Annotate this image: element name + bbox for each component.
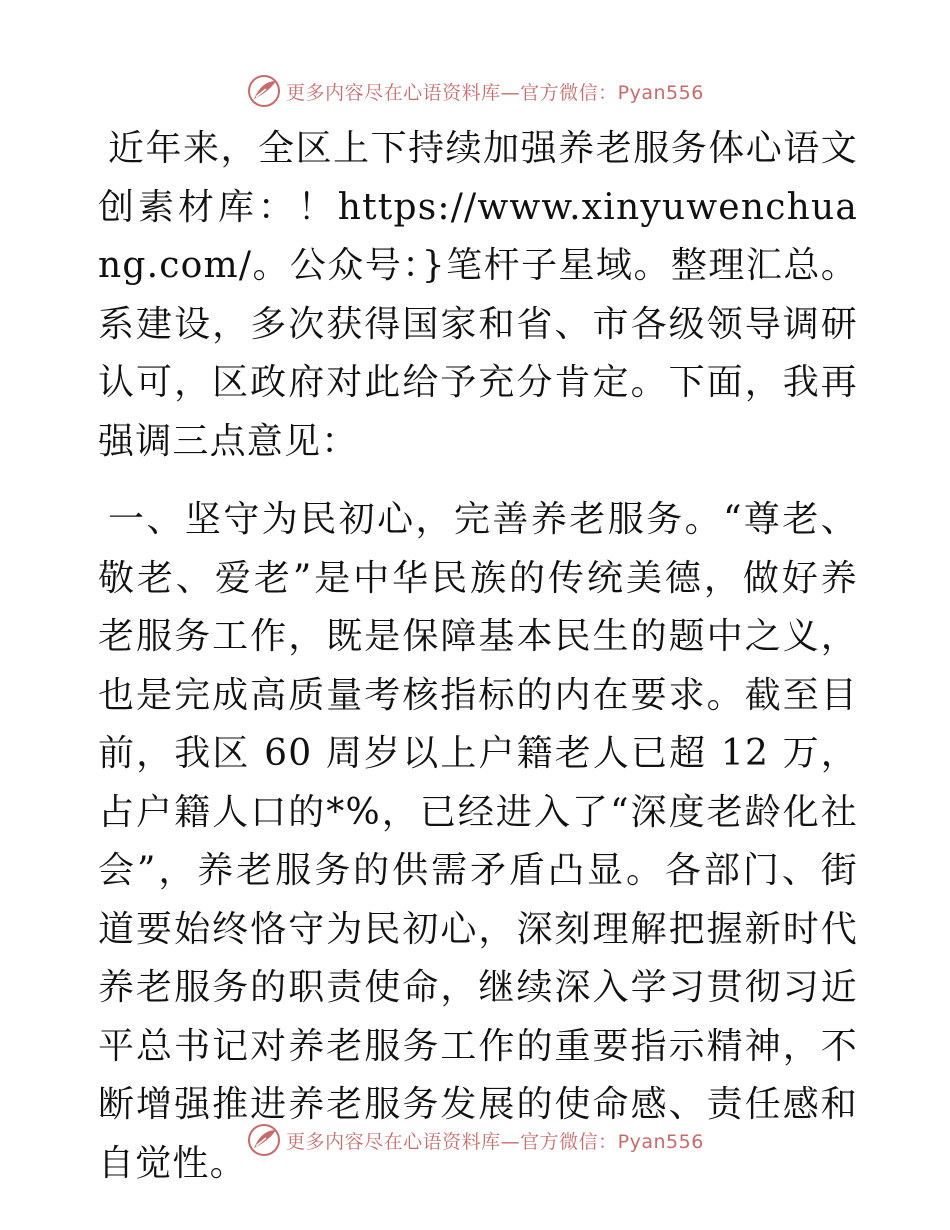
header-watermark	[0, 71, 950, 111]
fountain-pen-logo-icon	[246, 1122, 282, 1158]
paragraph-point-one: 一、坚守为民初心，完善养老服务。“尊老、敬老、爱老”是中华民族的传统美德，做好养老服务工作，既是保障基本民生的题中之义，也是完成高质量考核指标的内在要求。截至目前，我区 60 周岁以上户籍老人已超 12 万，占户籍人口的*%，已经进入了“深度老龄化社会”，养老服务的供需矛盾凸显。各部门、街道要始终恪守为民初心，深刻理解把握新时代养老服务的职责使命，继续深入学习贯彻习近平总书记对养老服务工作的重要指示精神，不断增强推进养老服务发展的使命感、责任感和自觉性。	[98, 499, 858, 1184]
watermark-text: 更多内容尽在心语资料库—官方微信：Pyan556	[286, 1130, 704, 1153]
footer-watermark	[0, 1120, 950, 1160]
watermark-text: 更多内容尽在心语资料库—官方微信：Pyan556	[286, 81, 704, 104]
fountain-pen-logo-icon	[246, 73, 282, 109]
document-body	[98, 120, 858, 1193]
paragraph-intro: 近年来，全区上下持续加强养老服务体心语文创素材库：！https://www.xinyuwenchuang.com/。公众号：}笔杆子星域。整理汇总。系建设，多次获得国家和省、市各级领导调研认可，区政府对此给予充分肯定。下面，我再强调三点意见：	[98, 128, 858, 462]
